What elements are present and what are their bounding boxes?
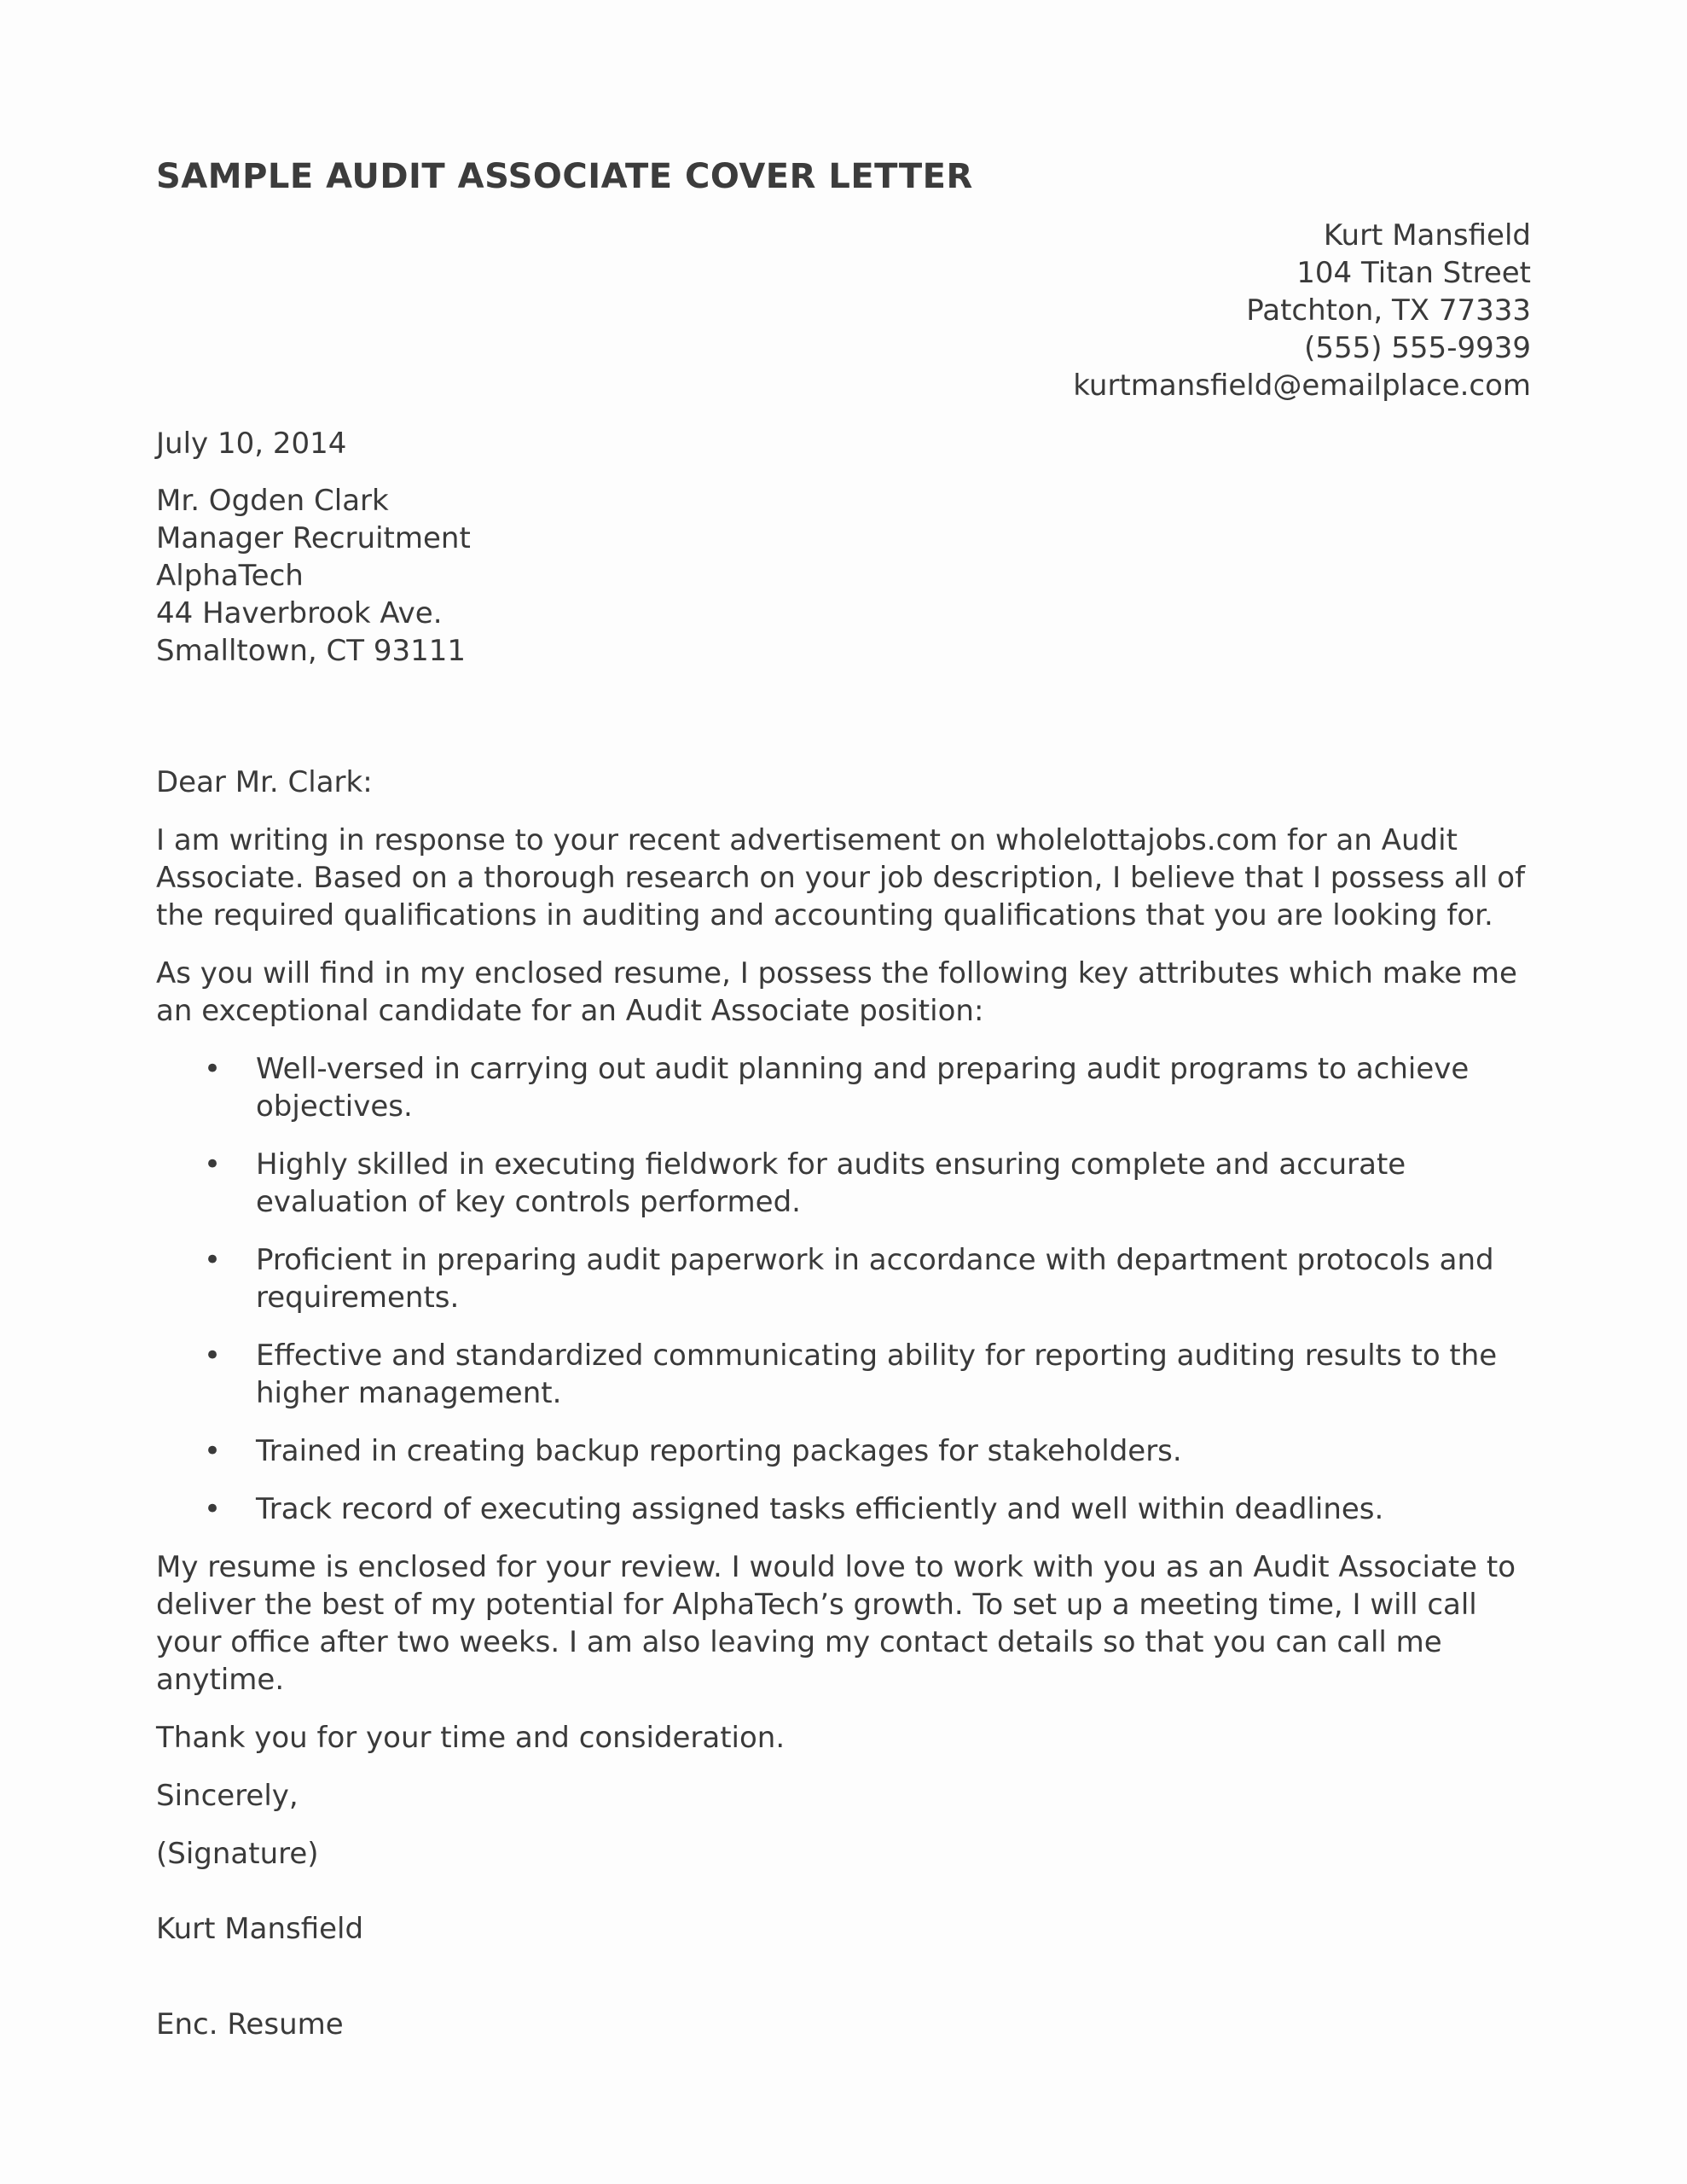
- sender-city: Patchton, TX 77333: [1246, 293, 1531, 328]
- attributes-lead-paragraph: As you will find in my enclosed resume, I possess the following key attributes which make me an exceptional candidate for an Audit Associate position:: [156, 956, 1517, 1028]
- enclosure-note: Enc. Resume: [156, 2007, 344, 2042]
- bullet-icon: •: [204, 1243, 222, 1277]
- recipient-title: Manager Recruitment: [156, 521, 471, 555]
- bullet-icon: •: [204, 1492, 222, 1526]
- list-item-text: Highly skilled in executing fieldwork for audits ensuring complete and accurate evaluation of key controls performed.: [256, 1147, 1406, 1219]
- signature-placeholder: (Signature): [156, 1837, 319, 1871]
- list-item-text: Track record of executing assigned tasks efficiently and well within deadlines.: [256, 1492, 1384, 1526]
- list-item: [156, 1241, 1531, 1316]
- list-item: [156, 1050, 1531, 1125]
- recipient-name: Mr. Ogden Clark: [156, 484, 389, 518]
- list-item: [156, 1337, 1531, 1412]
- bullet-icon: •: [204, 1434, 222, 1468]
- list-item: [156, 1146, 1531, 1221]
- sender-address-block: [156, 217, 1531, 404]
- signer-name: Kurt Mansfield: [156, 1912, 364, 1946]
- recipient-address-block: [156, 482, 1531, 670]
- list-item: [156, 1432, 1531, 1470]
- bullet-icon: •: [204, 1339, 222, 1373]
- bullet-icon: •: [204, 1147, 222, 1182]
- sender-name: Kurt Mansfield: [1323, 218, 1531, 253]
- list-item: [156, 1490, 1531, 1528]
- letter-content: [156, 154, 1531, 2043]
- sender-street: 104 Titan Street: [1296, 256, 1531, 290]
- complimentary-close: Sincerely,: [156, 1779, 299, 1813]
- intro-paragraph: I am writing in response to your recent advertisement on wholelottajobs.com for an Audit Associate. Based on a thorough research on your job description, I believe that I possess all of the required qualifications in auditing and accounting qualifications that you are looking for.: [156, 823, 1526, 932]
- list-item-text: Proficient in preparing audit paperwork in accordance with department protocols and requirements.: [256, 1243, 1494, 1315]
- recipient-company: AlphaTech: [156, 559, 304, 593]
- thanks-paragraph: Thank you for your time and consideration.: [156, 1721, 786, 1755]
- list-item-text: Effective and standardized communicating ability for reporting auditing results to the higher management.: [256, 1339, 1498, 1410]
- closing-body-paragraph: My resume is enclosed for your review. I would love to work with you as an Audit Associate to deliver the best of my potential for AlphaTech’s growth. To set up a meeting time, I will call your office after two weeks. I am also leaving my contact details so that you can call me anytime.: [156, 1550, 1516, 1697]
- sender-email: kurtmansfield@emailplace.com: [1073, 369, 1531, 403]
- salutation: Dear Mr. Clark:: [156, 765, 373, 799]
- sender-phone: (555) 555-9939: [1304, 331, 1531, 365]
- list-item-text: Well-versed in carrying out audit planning and preparing audit programs to achieve objectives.: [256, 1052, 1470, 1124]
- bullet-icon: •: [204, 1052, 222, 1086]
- letter-date: July 10, 2014: [156, 427, 347, 461]
- attributes-list: [156, 1050, 1531, 1528]
- page-title: SAMPLE AUDIT ASSOCIATE COVER LETTER: [156, 157, 973, 196]
- list-item-text: Trained in creating backup reporting packages for stakeholders.: [256, 1434, 1182, 1468]
- recipient-city: Smalltown, CT 93111: [156, 634, 467, 668]
- recipient-street: 44 Haverbrook Ave.: [156, 596, 443, 630]
